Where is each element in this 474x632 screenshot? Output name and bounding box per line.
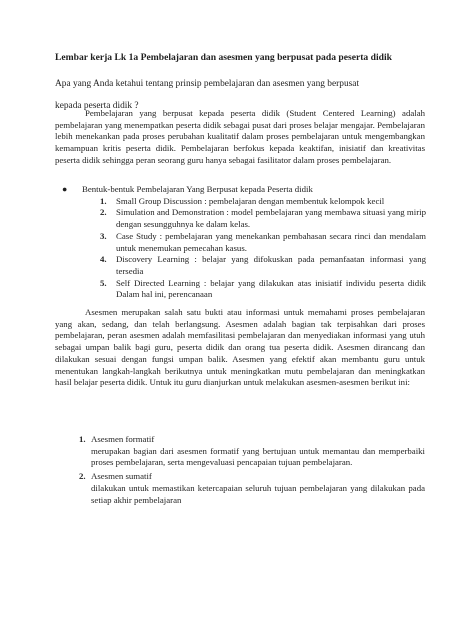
- list-item: [55, 471, 425, 506]
- list-number: 2.: [100, 207, 107, 218]
- list-item: [62, 278, 426, 301]
- list-number: 5.: [100, 277, 107, 288]
- document-title: Lembar kerja Lk 1a Pembelajaran dan asesmen yang berpusat pada peserta didik: [55, 52, 392, 63]
- assessment-title: Asesmen sumatif: [91, 471, 152, 482]
- list-item: [62, 207, 426, 230]
- list-number: 3.: [100, 230, 107, 241]
- list-number: 2.: [79, 471, 86, 482]
- list-item: [62, 231, 426, 254]
- assessment-list: [55, 434, 425, 508]
- bullet-dot-icon: ●: [62, 184, 68, 194]
- paragraph-student-centered: Pembelajaran yang berpusat kepada peserta didik (Student Centered Learning) adalah pembelajaran yang menempatkan peserta didik sebagai pusat dari proses belajar mengajar. Pembelajaran lebih menekankan pada proses perubahan kualitatif dalam proses pembelajaran untuk mengembangkan kemampuan kritis peserta didik. Pembelajaran berfokus kepada keaktifan, inisiatif dan kreativitas peserta didik sehingga peran seorang guru hanya sebagai fasilitator dalam proses pembelajaran.: [55, 108, 425, 165]
- bullet-heading: Bentuk-bentuk Pembelajaran Yang Berpusat kepada Peserta didik: [82, 184, 313, 194]
- list-text: Simulation and Demonstration : model pembelajaran yang membawa situasi yang mirip dengan sesungguhnya ke dalam kelas.: [116, 207, 426, 230]
- list-item: [62, 254, 426, 277]
- bullet-heading-row: [62, 184, 426, 196]
- list-item: [62, 196, 426, 208]
- list-text: Small Group Discussion : pembelajaran dengan membentuk kelompok kecil: [116, 195, 385, 206]
- assessment-description: merupakan bagian dari asesmen formatif yang bertujuan untuk memantau dan memperbaiki proses pembelajaran, serta mengevaluasi pencapaian tujuan pembelajaran.: [91, 445, 425, 468]
- assessment-title: Asesmen formatif: [91, 434, 155, 444]
- list-number: 1.: [79, 434, 86, 444]
- list-item: [55, 434, 425, 469]
- assessment-description: dilakukan untuk memastikan ketercapaian seluruh tujuan pembelajaran yang dilakukan pada setiap akhir pembelajaran: [91, 482, 425, 505]
- paragraph-assessment: Asesmen merupakan salah satu bukti atau informasi untuk memahami proses pembelajaran yang akan, sedang, dan telah berlangsung. Asesmen adalah bagian tak terpisahkan dari proses pembelajaran, peran asesmen adalah memfasilitasi pembelajaran dan menyediakan informasi yang utuh sebagai umpan balik bagi guru, peserta didik dan orang tua peserta didik. Asesmen dirancang dan dilakukan sesuai dengan fungsi umpan balik. Asesmen yang efektif akan membantu guru untuk menentukan langkah-langkah berikutnya untuk meningkatkan mutu pembelajaran dan meningkatkan hasil belajar peserta didik. Untuk itu guru dianjurkan untuk melakukan asesmen-asesmen berikut ini:: [55, 307, 425, 388]
- list-text: Discovery Learning : belajar yang difokuskan pada pemanfaatan informasi yang tersedia: [116, 254, 426, 276]
- list-number: 1.: [100, 195, 107, 206]
- bullet-section: [62, 184, 426, 301]
- learning-forms-list: [62, 196, 426, 301]
- list-number: 4.: [100, 254, 107, 265]
- question-line-1: Apa yang Anda ketahui tentang prinsip pembelajaran dan asesmen yang berpusat: [55, 79, 360, 89]
- list-text: Case Study : pembelajaran yang menekankan pembahasan secara rinci dan mendalam untuk menemukan pemecahan kasus.: [116, 230, 426, 253]
- question-line-2: kepada peserta didik ?: [55, 101, 139, 111]
- list-text: Self Directed Learning : belajar yang dilakukan atas inisiatif individu peserta didik Dalam hal ini, perencanaan: [116, 277, 426, 300]
